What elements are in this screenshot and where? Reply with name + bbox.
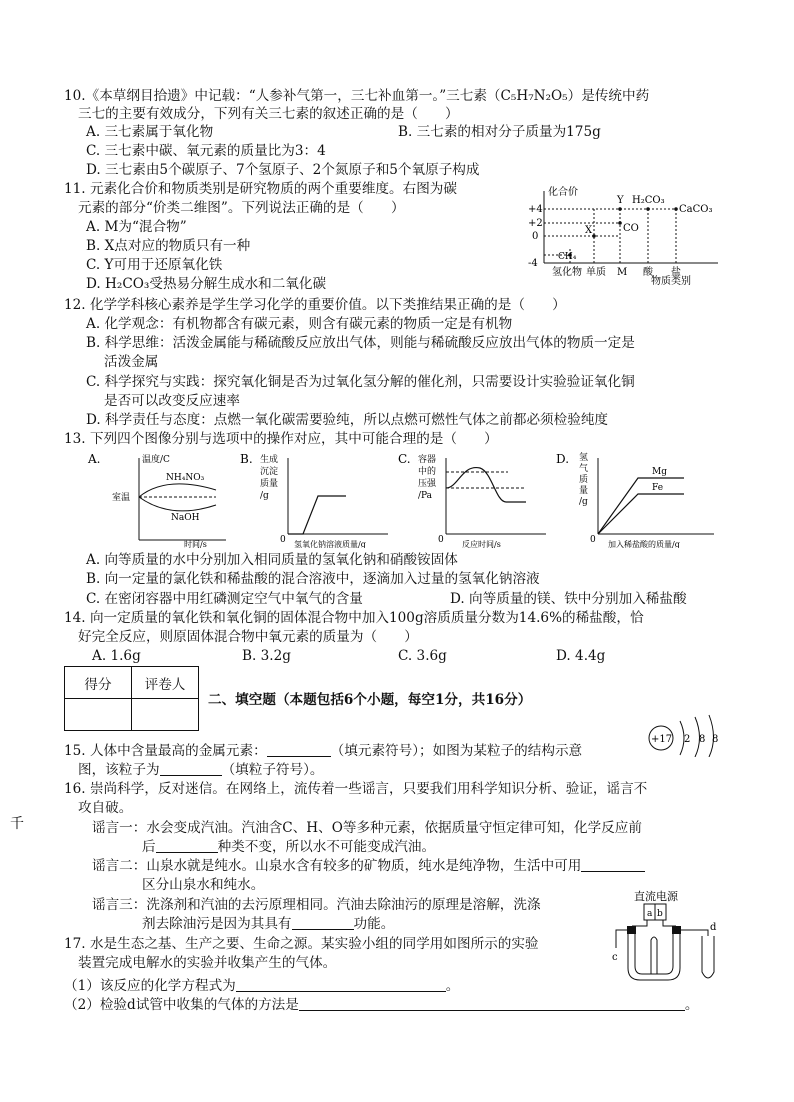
score-header: 得分 xyxy=(65,667,132,699)
svg-text:/g: /g xyxy=(579,497,588,507)
q14-option-c[interactable]: C. 3.6g xyxy=(398,648,447,664)
svg-text:量: 量 xyxy=(579,486,589,496)
q12-stem: 12. 化学学科核心素养是学生学习化学的重要价值。以下类推结果正确的是（ ） xyxy=(64,297,566,313)
power-label: 直流电源 xyxy=(634,890,678,903)
ytick-plus2: +2 xyxy=(528,218,543,229)
svg-text:/g: /g xyxy=(260,491,269,501)
svg-text:/Pa: /Pa xyxy=(418,491,433,501)
q12-option-c[interactable]: C. 科学探究与实践：探究氧化铜是否为过氧化氢分解的催化剂，只需要设计实验验证氧化铜 xyxy=(86,374,635,390)
svg-text:Fe: Fe xyxy=(652,483,664,493)
rumor-1-line1: 谣言一：水会变成汽油。汽油含C、H、O等多种元素，依据质量守恒定律可知，化学反应前 xyxy=(92,820,642,836)
svg-text:质: 质 xyxy=(579,475,589,485)
rumor-2-line2: 区分山泉水和纯水。 xyxy=(142,877,265,893)
svg-text:0: 0 xyxy=(590,535,596,545)
rumor-3-line1: 谣言三：洗涤剂和汽油的去污原理相同。汽油去除油污的原理是溶解，洗涤 xyxy=(92,897,541,913)
q17-line1: 17. 水是生态之基、生产之要、生命之源。某实验小组的同学用如图所示的实验 xyxy=(64,936,539,952)
svg-text:质量: 质量 xyxy=(260,479,279,489)
svg-text:D.: D. xyxy=(556,452,570,466)
xcat-element: 单质 xyxy=(586,267,606,278)
valence-class-diagram xyxy=(522,183,722,285)
svg-text:中的: 中的 xyxy=(418,467,437,477)
q14-option-b[interactable]: B. 3.2g xyxy=(242,648,291,664)
q16-line2: 攻自破。 xyxy=(78,800,133,816)
ytick-zero: 0 xyxy=(532,231,539,242)
q11-stem-line2: 元素的部分“价类二维图”。下列说法正确的是（ ） xyxy=(78,200,405,216)
point-h2co3 xyxy=(646,207,650,211)
svg-text:8: 8 xyxy=(699,734,706,745)
point-caco3 xyxy=(674,207,678,211)
q17-line2: 装置完成电解水的实验并收集产生的气体。 xyxy=(78,955,337,971)
q10-option-a[interactable]: A. 三七素属于氧化物 xyxy=(86,124,214,140)
q10-option-d[interactable]: D. 三七素由5个碳原子、7个氢原子、2个氮原子和5个氧原子构成 xyxy=(86,162,480,178)
rumor-1-line2: 后 种类不变，所以水不可能变成汽油。 xyxy=(142,839,436,855)
svg-text:生成: 生成 xyxy=(260,455,279,465)
q11-option-a[interactable]: A. M为“混合物” xyxy=(86,219,187,235)
svg-text:容器: 容器 xyxy=(418,455,437,465)
q12-option-a[interactable]: A. 化学观念：有机物都含有碳元素，则含有碳元素的物质一定是有机物 xyxy=(86,316,513,332)
svg-text:NH₄NO₃: NH₄NO₃ xyxy=(166,473,205,483)
svg-text:压强: 压强 xyxy=(418,479,437,489)
xcat-m: M xyxy=(617,267,628,278)
particle-structure-diagram xyxy=(646,711,722,757)
label-ch4: CH₄ xyxy=(558,252,577,262)
q13-stem: 13. 下列四个图像分别与选项中的操作对应，其中可能合理的是（ ） xyxy=(64,431,498,447)
svg-text:8: 8 xyxy=(712,734,719,745)
q13-option-c[interactable]: C. 在密闭容器中用红磷测定空气中氧气的含量 xyxy=(86,591,363,607)
ytick-minus4: -4 xyxy=(528,258,538,269)
q13-graph-b xyxy=(238,450,398,548)
q12-option-b[interactable]: B. 科学思维：活泼金属能与稀硫酸反应放出气体，则能与稀硫酸反应放出气体的物质一定是 xyxy=(86,335,635,351)
svg-text:温度/C: 温度/C xyxy=(142,455,170,465)
q15-line2: 图，该粒子为 （填粒子符号）。 xyxy=(78,762,324,778)
point-x xyxy=(592,234,596,238)
q16-blank-2[interactable] xyxy=(581,858,645,872)
score-table xyxy=(64,666,199,731)
q10-stem-line1: 10.《本草纲目拾遗》中记载：“人参补气第一，三七补血第一。”三七素（C₅H₇N₂O₅）是传统中药 xyxy=(64,88,650,104)
q12-option-d[interactable]: D. 科学责任与态度：点燃一氧化碳需要验纯，所以点燃可燃性气体之前都必须检验纯度 xyxy=(86,412,609,428)
nucleus-charge: +17 xyxy=(651,734,673,745)
label-co: CO xyxy=(623,223,639,234)
q13-graph-c xyxy=(396,450,556,548)
svg-text:NaOH: NaOH xyxy=(171,513,200,523)
diagram-xlabel: 物质类别 xyxy=(651,276,691,285)
q14-stem-line1: 14. 向一定质量的氧化铁和氧化铜的固体混合物中加入100g溶质质量分数为14.6%的稀盐酸，恰 xyxy=(64,610,644,626)
ytick-plus4: +4 xyxy=(528,204,543,215)
q14-stem-line2: 好完全反应，则原固体混合物中氧元素的质量为（ ） xyxy=(78,629,418,645)
q14-option-a[interactable]: A. 1.6g xyxy=(92,648,141,664)
margin-character: 千 xyxy=(10,816,24,832)
label-caco3: CaCO₃ xyxy=(679,204,713,215)
q17-sub1: （1）该反应的化学方程式为 。 xyxy=(64,978,460,994)
svg-text:室温: 室温 xyxy=(112,493,131,503)
q17-blank-method[interactable] xyxy=(299,997,685,1011)
score-cell[interactable] xyxy=(65,699,132,731)
xcat-hydride: 氢化物 xyxy=(552,267,582,278)
svg-text:Mg: Mg xyxy=(652,467,667,477)
q11-option-b[interactable]: B. X点对应的物质只有一种 xyxy=(86,238,251,254)
label-y: Y xyxy=(617,195,624,206)
q11-option-c[interactable]: C. Y可用于还原氧化铁 xyxy=(86,257,223,273)
q17-sub2: （2）检验d试管中收集的气体的方法是 。 xyxy=(64,997,699,1013)
section-2-heading: 二、填空题（本题包括6个小题，每空1分，共16分） xyxy=(208,692,532,708)
svg-text:加入稀盐酸的质量/g: 加入稀盐酸的质量/g xyxy=(608,540,680,548)
electrolysis-apparatus xyxy=(606,886,724,986)
q16-line1: 16. 崇尚科学，反对迷信。在网络上，流传着一些谣言，只要我们用科学知识分析、验证，谣言不 xyxy=(64,781,648,797)
svg-text:反应时间/s: 反应时间/s xyxy=(462,540,501,548)
label-h2co3: H₂CO₃ xyxy=(632,195,665,206)
svg-text:a: a xyxy=(647,909,653,919)
q13-graph-d xyxy=(554,450,724,548)
svg-text:b: b xyxy=(657,909,663,919)
diagram-ylabel: 化合价 xyxy=(548,187,578,198)
q14-option-d[interactable]: D. 4.4g xyxy=(556,648,606,664)
xcat-salt: 盐 xyxy=(671,267,681,278)
svg-text:0: 0 xyxy=(280,535,286,545)
svg-text:氢: 氢 xyxy=(579,453,589,463)
svg-text:氢氧化钠溶液质量/g: 氢氧化钠溶液质量/g xyxy=(294,540,366,548)
xcat-acid: 酸 xyxy=(643,267,653,278)
q15-line1: 15. 人体中含量最高的金属元素： （填元素符号）；如图为某粒子的结构示意 xyxy=(64,743,583,759)
svg-text:c: c xyxy=(612,952,618,963)
q10-option-c[interactable]: C. 三七素中碳、氧元素的质量比为3：4 xyxy=(86,143,326,159)
q12-option-c-cont: 是否可以改变反应速率 xyxy=(104,393,240,409)
q10-option-b[interactable]: B. 三七素的相对分子质量为175g xyxy=(398,124,601,140)
svg-text:沉淀: 沉淀 xyxy=(260,467,279,477)
q15-blank-particle[interactable] xyxy=(160,762,222,776)
svg-text:0: 0 xyxy=(438,535,444,545)
svg-text:气: 气 xyxy=(579,464,589,474)
svg-text:d: d xyxy=(710,922,717,933)
q13-graph-a xyxy=(86,450,236,548)
point-y xyxy=(618,207,622,211)
q16-blank-1[interactable] xyxy=(156,839,218,853)
grader-cell[interactable] xyxy=(132,699,199,731)
label-x: X xyxy=(585,225,593,236)
q11-stem-line1: 11. 元素化合价和物质类别是研究物质的两个重要维度。右图为碳 xyxy=(64,181,457,197)
q12-option-b-cont: 活泼金属 xyxy=(104,354,159,370)
svg-text:时间/s: 时间/s xyxy=(184,540,207,548)
rumor-2-line1: 谣言二：山泉水就是纯水。山泉水含有较多的矿物质，纯水是纯净物，生活中可用 xyxy=(92,858,645,875)
q13-option-d[interactable]: D. 向等质量的镁、铁中分别加入稀盐酸 xyxy=(450,591,687,607)
point-co xyxy=(618,221,622,225)
q13-option-a[interactable]: A. 向等质量的水中分别加入相同质量的氢氧化钠和硝酸铵固体 xyxy=(86,552,458,568)
q16-blank-3[interactable] xyxy=(292,916,354,930)
q10-stem-line2: 三七的主要有效成分，下列有关三七素的叙述正确的是（ ） xyxy=(78,106,459,122)
grader-header: 评卷人 xyxy=(132,667,199,699)
q11-option-d[interactable]: D. H₂CO₃受热易分解生成水和二氧化碳 xyxy=(86,276,327,292)
svg-text:B.: B. xyxy=(240,452,253,466)
q13-option-b[interactable]: B. 向一定量的氯化铁和稀盐酸的混合溶液中，逐滴加入过量的氢氧化钠溶液 xyxy=(86,571,540,587)
svg-text:2: 2 xyxy=(684,734,691,745)
svg-text:A.: A. xyxy=(88,452,101,466)
q15-blank-element[interactable] xyxy=(267,743,331,757)
rumor-3-line2: 剂去除油污是因为其具有 功能。 xyxy=(142,916,395,932)
q17-blank-equation[interactable] xyxy=(236,978,446,992)
svg-text:C.: C. xyxy=(398,452,411,466)
